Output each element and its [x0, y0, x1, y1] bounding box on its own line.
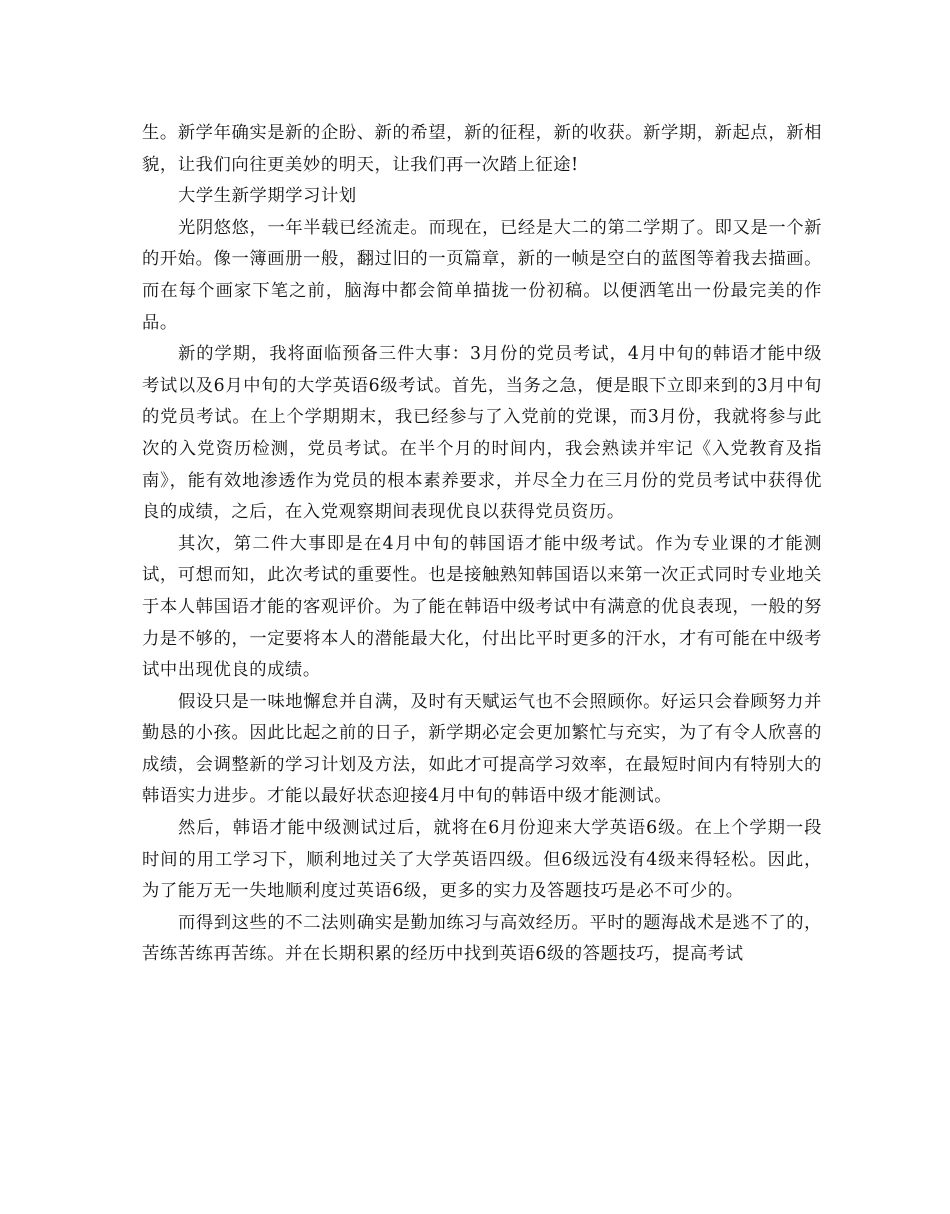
- paragraph: 假设只是一味地懈怠并自满，及时有天赋运气也不会照顾你。好运只会眷顾努力并勤恳的小孩。因此比起之前的日子，新学期必定会更加繁忙与充实，为了有令人欣喜的成绩，会调整新的学习计划及方法，如此才可提高学习效率，在最短时间内有特别大的韩语实力进步。才能以最好状态迎接4月中旬的韩语中级才能测试。: [142, 691, 822, 807]
- paragraph-continuation: 生。新学年确实是新的企盼、新的希望，新的征程，新的收获。新学期，新起点，新相貌，让我们向往更美妙的明天，让我们再一次踏上征途!: [142, 123, 822, 175]
- section-heading: 大学生新学期学习计划: [178, 186, 357, 207]
- paragraph: 而得到这些的不二法则确实是勤加练习与高效经历。平时的题海战术是逃不了的，苦练苦练再苦练。并在长期积累的经历中找到英语6级的答题技巧，提高考试: [142, 912, 822, 965]
- paragraph: 其次，第二件大事即是在4月中旬的韩国语才能中级考试。作为专业课的才能测试，可想而知，此次考试的重要性。也是接触熟知韩国语以来第一次正式同时专业地关于本人韩国语才能的客观评价。为了能在韩语中级考试中有满意的优良表现，一般的努力是不够的，一定要将本人的潜能最大化，付出比平时更多的汗水，才有可能在中级考试中出现优良的成绩。: [142, 533, 822, 681]
- paragraph: 然后，韩语才能中级测试过后，就将在6月份迎来大学英语6级。在上个学期一段时间的用工学习下，顺利地过关了大学英语四级。但6级远没有4级来得轻松。因此，为了能万无一失地顺利度过英语6级，更多的实力及答题技巧是必不可少的。: [142, 818, 822, 902]
- paragraph: 光阴悠悠，一年半载已经流走。而现在，已经是大二的第二学期了。即又是一个新的开始。像一簿画册一般，翻过旧的一页篇章，新的一帧是空白的蓝图等着我去描画。而在每个画家下笔之前，脑海中都会简单描拢一份初稿。以便洒笔出一份最完美的作品。: [142, 217, 822, 333]
- paragraph: 新的学期，我将面临预备三件大事：3月份的党员考试，4月中旬的韩语才能中级考试以及6月中旬的大学英语6级考试。首先，当务之急，便是眼下立即来到的3月中旬的党员考试。在上个学期期末，我已经参与了入党前的党课，而3月份，我就将参与此次的入党资历检测，党员考试。在半个月的时间内，我会熟读并牢记《入党教育及指南》，能有效地渗透作为党员的根本素养要求，并尽全力在三月份的党员考试中获得优良的成绩，之后，在入党观察期间表现优良以获得党员资历。: [142, 344, 822, 523]
- document-page: [142, 118, 822, 971]
